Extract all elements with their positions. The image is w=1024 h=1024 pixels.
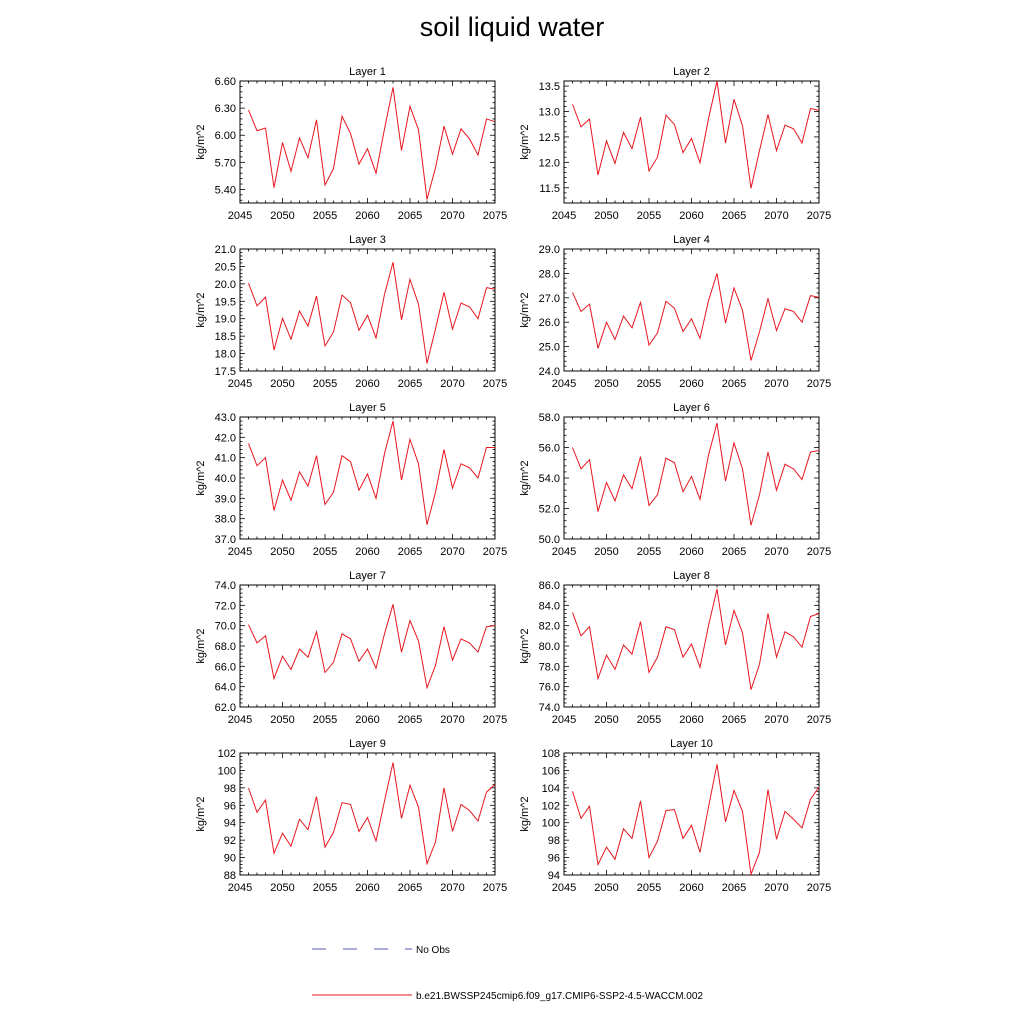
x-tick-label: 2060: [679, 378, 704, 390]
x-tick-label: 2050: [594, 714, 619, 726]
x-tick-label: 2070: [440, 378, 465, 390]
plot-frame-layer-7: [240, 585, 495, 707]
x-tick-label: 2045: [227, 546, 253, 558]
y-tick-label: 102: [217, 748, 236, 760]
x-tick-label: 2065: [721, 882, 747, 894]
x-tick-label: 2070: [440, 210, 465, 222]
x-tick-label: 2045: [551, 882, 577, 894]
x-tick-label: 2045: [551, 378, 577, 390]
x-tick-label: 2055: [636, 882, 662, 894]
x-tick-label: 2050: [270, 546, 295, 558]
x-tick-label: 2045: [227, 378, 253, 390]
x-tick-label: 2070: [764, 714, 789, 726]
x-tick-label: 2050: [594, 378, 619, 390]
y-axis-label-layer-6: kg/m^2: [519, 460, 531, 496]
y-tick-label: 84.0: [538, 600, 560, 613]
y-tick-label: 96: [223, 800, 236, 813]
panel-layer-7: [195, 570, 507, 726]
panel-title-layer-3: Layer 3: [349, 234, 386, 246]
x-tick-label: 2060: [679, 714, 704, 726]
series-line-layer-1: [249, 87, 496, 199]
y-axis-label-layer-9: kg/m^2: [195, 796, 207, 832]
panel-title-layer-6: Layer 6: [673, 402, 710, 414]
y-tick-label: 18.0: [214, 348, 236, 361]
y-axis-label-layer-8: kg/m^2: [519, 628, 531, 664]
y-tick-label: 20.0: [214, 278, 236, 291]
x-tick-label: 2055: [636, 210, 662, 222]
y-tick-label: 5.40: [214, 184, 236, 197]
x-tick-label: 2055: [312, 882, 338, 894]
y-tick-label: 50.0: [538, 534, 560, 546]
x-tick-label: 2055: [636, 714, 662, 726]
x-tick-label: 2050: [270, 378, 295, 390]
y-tick-label: 54.0: [538, 473, 560, 485]
y-tick-label: 98: [223, 782, 236, 795]
x-tick-label: 2065: [397, 210, 423, 222]
y-axis-label-layer-3: kg/m^2: [195, 292, 207, 328]
x-tick-label: 2050: [270, 210, 295, 222]
y-tick-label: 62.0: [214, 702, 236, 714]
x-tick-label: 2050: [594, 210, 619, 222]
y-tick-label: 39.0: [214, 493, 236, 506]
y-tick-label: 6.00: [214, 130, 236, 143]
x-tick-label: 2075: [482, 378, 508, 390]
y-tick-label: 58.0: [538, 412, 560, 424]
y-tick-label: 82.0: [538, 620, 560, 633]
y-tick-label: 74.0: [538, 702, 560, 714]
y-axis-label-layer-10: kg/m^2: [519, 796, 531, 832]
panel-title-layer-4: Layer 4: [673, 234, 710, 246]
x-tick-label: 2065: [397, 714, 423, 726]
y-tick-label: 52.0: [538, 503, 560, 516]
y-tick-label: 76.0: [538, 681, 560, 694]
x-tick-label: 2055: [636, 378, 662, 390]
x-tick-label: 2060: [355, 378, 380, 390]
y-tick-label: 68.0: [214, 641, 236, 653]
y-tick-label: 37.0: [214, 534, 236, 546]
legend-entry-no-obs: [312, 945, 450, 956]
x-tick-label: 2065: [397, 378, 423, 390]
x-tick-label: 2050: [594, 546, 619, 558]
x-tick-label: 2075: [482, 882, 508, 894]
y-tick-label: 66.0: [214, 661, 236, 674]
y-tick-label: 11.5: [539, 182, 560, 195]
x-tick-label: 2045: [551, 546, 577, 558]
x-tick-label: 2055: [312, 546, 338, 558]
series-line-layer-4: [573, 273, 820, 360]
x-tick-label: 2060: [679, 882, 704, 894]
page-title: soil liquid water: [419, 12, 605, 42]
plot-frame-layer-3: [240, 249, 495, 371]
panel-layer-1: [195, 66, 507, 222]
chart-panels: [195, 66, 831, 894]
y-tick-label: 28.0: [538, 268, 560, 281]
y-tick-label: 96: [547, 852, 560, 865]
y-tick-label: 26.0: [538, 317, 560, 330]
legend-label-no-obs: No Obs: [416, 945, 450, 956]
x-tick-label: 2050: [270, 882, 295, 894]
y-tick-label: 41.0: [214, 452, 236, 465]
y-tick-label: 19.5: [214, 296, 236, 309]
y-tick-label: 12.5: [538, 131, 560, 144]
x-tick-label: 2075: [482, 546, 508, 558]
x-tick-label: 2060: [355, 882, 380, 894]
plot-frame-layer-2: [564, 81, 819, 203]
x-tick-label: 2065: [721, 210, 747, 222]
x-tick-label: 2060: [679, 546, 704, 558]
series-line-layer-2: [573, 81, 820, 188]
x-tick-label: 2045: [227, 714, 253, 726]
x-tick-label: 2045: [227, 882, 253, 894]
x-tick-label: 2050: [270, 714, 295, 726]
y-tick-label: 86.0: [538, 580, 560, 592]
x-tick-label: 2065: [397, 882, 423, 894]
x-tick-label: 2075: [806, 714, 832, 726]
x-tick-label: 2060: [355, 546, 380, 558]
y-axis-label-layer-2: kg/m^2: [519, 124, 531, 160]
y-tick-label: 42.0: [214, 432, 236, 445]
y-tick-label: 104: [541, 782, 560, 795]
x-tick-label: 2055: [312, 210, 338, 222]
x-tick-label: 2060: [679, 210, 704, 222]
series-line-layer-7: [249, 604, 496, 687]
y-tick-label: 13.5: [538, 81, 560, 94]
y-tick-label: 19.0: [214, 313, 236, 326]
legend-entry-model: [312, 991, 703, 1002]
y-tick-label: 13.0: [538, 106, 560, 119]
panel-title-layer-2: Layer 2: [673, 66, 710, 78]
panel-title-layer-10: Layer 10: [670, 738, 713, 750]
y-tick-label: 108: [541, 748, 560, 760]
y-tick-label: 106: [541, 765, 560, 778]
y-tick-label: 20.5: [214, 261, 236, 274]
panel-layer-4: [519, 234, 831, 390]
plot-frame-layer-4: [564, 249, 819, 371]
x-tick-label: 2065: [397, 546, 423, 558]
x-tick-label: 2070: [764, 210, 789, 222]
x-tick-label: 2065: [721, 714, 747, 726]
x-tick-label: 2075: [482, 714, 508, 726]
panel-layer-5: [195, 402, 507, 558]
y-tick-label: 94: [547, 870, 560, 882]
y-tick-label: 92: [223, 835, 236, 848]
x-tick-label: 2075: [806, 378, 832, 390]
y-tick-label: 38.0: [214, 513, 236, 526]
panel-title-layer-9: Layer 9: [349, 738, 386, 750]
panel-layer-2: [519, 66, 831, 222]
y-tick-label: 43.0: [214, 412, 236, 424]
series-line-layer-9: [249, 763, 496, 864]
x-tick-label: 2070: [764, 546, 789, 558]
y-tick-label: 80.0: [538, 641, 560, 653]
x-tick-label: 2045: [551, 210, 577, 222]
x-tick-label: 2070: [440, 714, 465, 726]
x-tick-label: 2075: [806, 210, 832, 222]
series-line-layer-10: [573, 764, 820, 874]
y-tick-label: 12.0: [538, 157, 560, 170]
series-line-layer-5: [249, 421, 496, 525]
x-tick-label: 2045: [227, 210, 253, 222]
y-tick-label: 74.0: [214, 580, 236, 592]
y-tick-label: 6.30: [214, 103, 236, 116]
series-line-layer-3: [249, 262, 496, 363]
x-tick-label: 2070: [440, 546, 465, 558]
panel-layer-10: [519, 738, 831, 894]
series-line-layer-8: [573, 589, 820, 690]
y-tick-label: 40.0: [214, 473, 236, 485]
y-tick-label: 29.0: [538, 244, 560, 256]
y-tick-label: 5.70: [214, 157, 236, 170]
y-tick-label: 88: [223, 870, 236, 882]
y-tick-label: 72.0: [214, 600, 236, 613]
panel-title-layer-7: Layer 7: [349, 570, 386, 582]
x-tick-label: 2070: [440, 882, 465, 894]
x-tick-label: 2055: [312, 378, 338, 390]
x-tick-label: 2070: [764, 378, 789, 390]
x-tick-label: 2045: [551, 714, 577, 726]
y-tick-label: 90: [223, 852, 236, 865]
x-tick-label: 2060: [355, 210, 380, 222]
y-tick-label: 100: [217, 765, 236, 778]
plot-frame-layer-5: [240, 417, 495, 539]
y-tick-label: 21.0: [214, 244, 236, 256]
y-tick-label: 17.5: [214, 366, 236, 378]
legend: [312, 945, 703, 1002]
y-tick-label: 18.5: [214, 331, 236, 344]
y-axis-label-layer-7: kg/m^2: [195, 628, 207, 664]
y-axis-label-layer-1: kg/m^2: [195, 124, 207, 160]
x-tick-label: 2060: [355, 714, 380, 726]
x-tick-label: 2075: [482, 210, 508, 222]
panel-layer-3: [195, 234, 507, 390]
x-tick-label: 2075: [806, 882, 832, 894]
plot-frame-layer-9: [240, 753, 495, 875]
y-axis-label-layer-5: kg/m^2: [195, 460, 207, 496]
y-axis-label-layer-4: kg/m^2: [519, 292, 531, 328]
series-line-layer-6: [573, 423, 820, 525]
x-tick-label: 2075: [806, 546, 832, 558]
panel-layer-8: [519, 570, 831, 726]
y-tick-label: 56.0: [538, 442, 560, 455]
y-tick-label: 27.0: [538, 292, 560, 305]
x-tick-label: 2065: [721, 378, 747, 390]
panel-layer-6: [519, 402, 831, 558]
panel-title-layer-1: Layer 1: [349, 66, 386, 78]
x-tick-label: 2065: [721, 546, 747, 558]
y-tick-label: 6.60: [214, 76, 236, 88]
y-tick-label: 94: [223, 817, 236, 830]
y-tick-label: 64.0: [214, 681, 236, 694]
y-tick-label: 25.0: [538, 341, 560, 354]
panel-layer-9: [195, 738, 507, 894]
y-tick-label: 24.0: [538, 366, 560, 378]
x-tick-label: 2070: [764, 882, 789, 894]
legend-label-model: b.e21.BWSSP245cmip6.f09_g17.CMIP6-SSP2-4.5-WACCM.002: [416, 991, 703, 1002]
x-tick-label: 2055: [312, 714, 338, 726]
y-tick-label: 100: [541, 817, 560, 830]
y-tick-label: 78.0: [538, 661, 560, 674]
y-tick-label: 98: [547, 835, 560, 848]
panel-title-layer-5: Layer 5: [349, 402, 386, 414]
x-tick-label: 2050: [594, 882, 619, 894]
y-tick-label: 70.0: [214, 620, 236, 633]
x-tick-label: 2055: [636, 546, 662, 558]
y-tick-label: 102: [541, 800, 560, 813]
panel-title-layer-8: Layer 8: [673, 570, 710, 582]
